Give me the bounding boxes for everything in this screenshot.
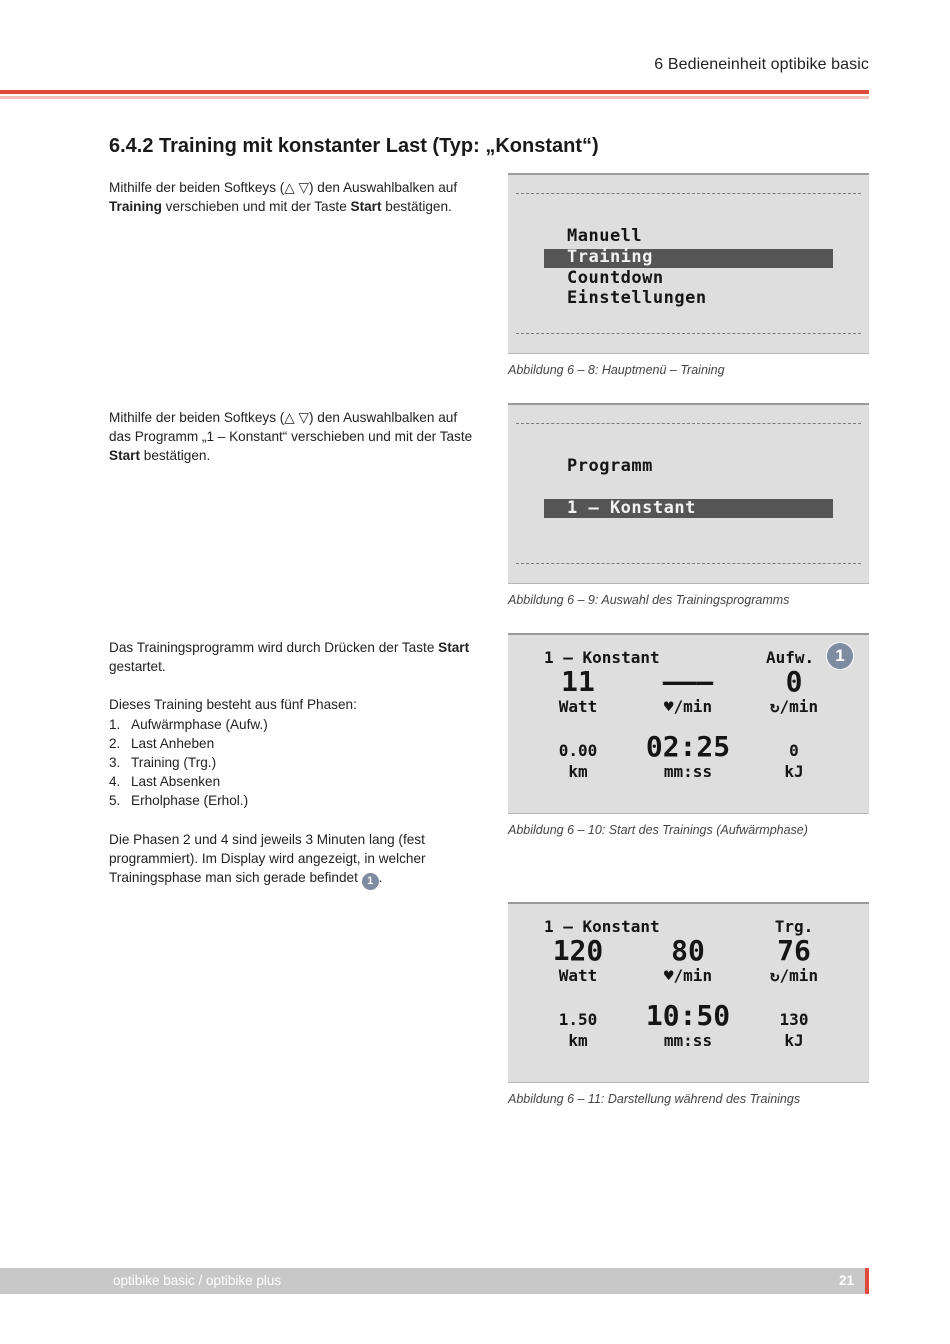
time-unit: mm:ss [663, 762, 713, 781]
energy-unit: kJ [784, 762, 804, 781]
menu-item-einstellungen: Einstellungen [567, 288, 707, 308]
watt-unit: Watt [558, 966, 598, 985]
list-text: Aufwärmphase (Aufw.) [131, 716, 268, 732]
footer-product-name: optibike basic / optibike plus [113, 1273, 282, 1288]
time-value: 10:50 [645, 999, 731, 1032]
text-span: verschieben und mit der Taste [161, 199, 351, 215]
list-number: 5. [109, 793, 121, 809]
distance-unit: km [568, 762, 588, 781]
distance-unit: km [568, 1031, 588, 1050]
header-title: 6 Bedieneinheit optibike basic [654, 56, 869, 73]
dashed-line [516, 563, 861, 565]
text-span: gestartet. [109, 659, 166, 675]
list-item [109, 772, 479, 791]
program-label: 1 – Konstant [544, 648, 660, 667]
instruction-paragraph [109, 638, 479, 676]
bold-term: Start [350, 199, 382, 215]
menu-item-countdown: Countdown [567, 268, 664, 288]
bold-term: Start [109, 448, 140, 464]
bold-term: Training [109, 199, 162, 215]
time-unit: mm:ss [663, 1031, 713, 1050]
menu-item-manuell: Manuell [567, 226, 643, 246]
figure-caption: Abbildung 6 – 10: Start des Trainings (Aufwärmphase) [508, 823, 808, 837]
rpm-value: 76 [777, 934, 811, 967]
rpm-unit: ↻/min [769, 697, 819, 716]
list-item [109, 715, 479, 734]
watt-value: 11 [561, 665, 595, 698]
dashed-line [516, 193, 861, 195]
text-span: Mithilfe der beiden Softkeys (△ ▽) den Auswahlbalken auf [109, 180, 458, 195]
instruction-paragraph [109, 830, 479, 890]
program-title: Programm [567, 456, 653, 476]
instruction-block-2 [109, 408, 479, 466]
instruction-paragraph [109, 178, 479, 216]
program-label: 1 – Konstant [544, 917, 660, 936]
lcd-training-running [508, 902, 869, 1083]
lcd-training-start [508, 633, 869, 814]
text-span: Das Trainingsprogramm wird durch Drücken der Taste [109, 640, 439, 655]
rpm-value: 0 [785, 665, 803, 698]
text-span: bestätigen. [139, 448, 211, 464]
distance-value: 1.50 [558, 1010, 598, 1029]
list-text: Training (Trg.) [131, 755, 217, 771]
instruction-paragraph [109, 408, 479, 466]
list-number: 2. [109, 735, 121, 751]
page-number: 21 [838, 1273, 854, 1288]
section-heading: 6.4.2 Training mit konstanter Last (Typ: „Konstant“) [109, 135, 599, 157]
list-text: Last Anheben [131, 735, 215, 751]
instruction-block-3 [109, 638, 479, 890]
energy-unit: kJ [784, 1031, 804, 1050]
distance-value: 0.00 [558, 741, 598, 760]
watt-unit: Watt [558, 697, 598, 716]
text-span: Die Phasen 2 und 4 sind jeweils 3 Minuten lang (fest programmiert). Im Display wird angezeigt, in welcher Trainingsphase man sich gerade befindet [109, 831, 426, 886]
list-item [109, 753, 479, 772]
menu-item-training: Training [567, 247, 653, 267]
dashed-line [516, 423, 861, 425]
energy-value: 0 [789, 741, 799, 760]
list-text: Last Absenken [131, 774, 221, 790]
lcd-program-select [508, 403, 869, 584]
callout-badge: 1 [826, 642, 854, 670]
phase-label: Trg. [774, 917, 814, 936]
footer-accent [865, 1268, 869, 1294]
figure-caption: Abbildung 6 – 9: Auswahl des Trainingsprogramms [508, 593, 790, 607]
text-span: . [378, 870, 383, 886]
instruction-block-1 [109, 178, 479, 216]
callout-badge: 1 [362, 873, 379, 890]
phase-label: Aufw. [766, 648, 815, 667]
phase-intro: Dieses Training besteht aus fünf Phasen: [109, 697, 357, 713]
time-value: 02:25 [645, 730, 731, 763]
heart-rate-value: 80 [671, 934, 705, 967]
figure-caption: Abbildung 6 – 8: Hauptmenü – Training [508, 363, 725, 377]
phase-list [109, 715, 479, 811]
rpm-unit: ↻/min [769, 966, 819, 985]
heart-rate-unit: ♥/min [663, 697, 713, 716]
text-span: Mithilfe der beiden Softkeys (△ ▽) den Auswahlbalken auf das Programm „1 – Konstant“ verschieben und mit der Taste [109, 410, 473, 445]
text-span: bestätigen. [381, 199, 452, 215]
watt-value: 120 [552, 934, 604, 967]
dashed-line [516, 333, 861, 335]
list-text: Erholphase (Erhol.) [131, 793, 249, 809]
list-item [109, 734, 479, 753]
list-number: 1. [109, 716, 121, 732]
header-rule [0, 90, 869, 94]
heart-rate-unit: ♥/min [663, 966, 713, 985]
lcd-main-menu [508, 173, 869, 354]
list-number: 4. [109, 774, 121, 790]
list-number: 3. [109, 755, 121, 771]
header-rule-light [0, 96, 869, 99]
heart-rate-value: ––– [662, 665, 714, 698]
list-item [109, 791, 479, 810]
figure-caption: Abbildung 6 – 11: Darstellung während des Trainings [508, 1092, 801, 1106]
program-konstant: 1 – Konstant [567, 498, 696, 518]
energy-value: 130 [779, 1010, 809, 1029]
bold-term: Start [438, 640, 470, 655]
